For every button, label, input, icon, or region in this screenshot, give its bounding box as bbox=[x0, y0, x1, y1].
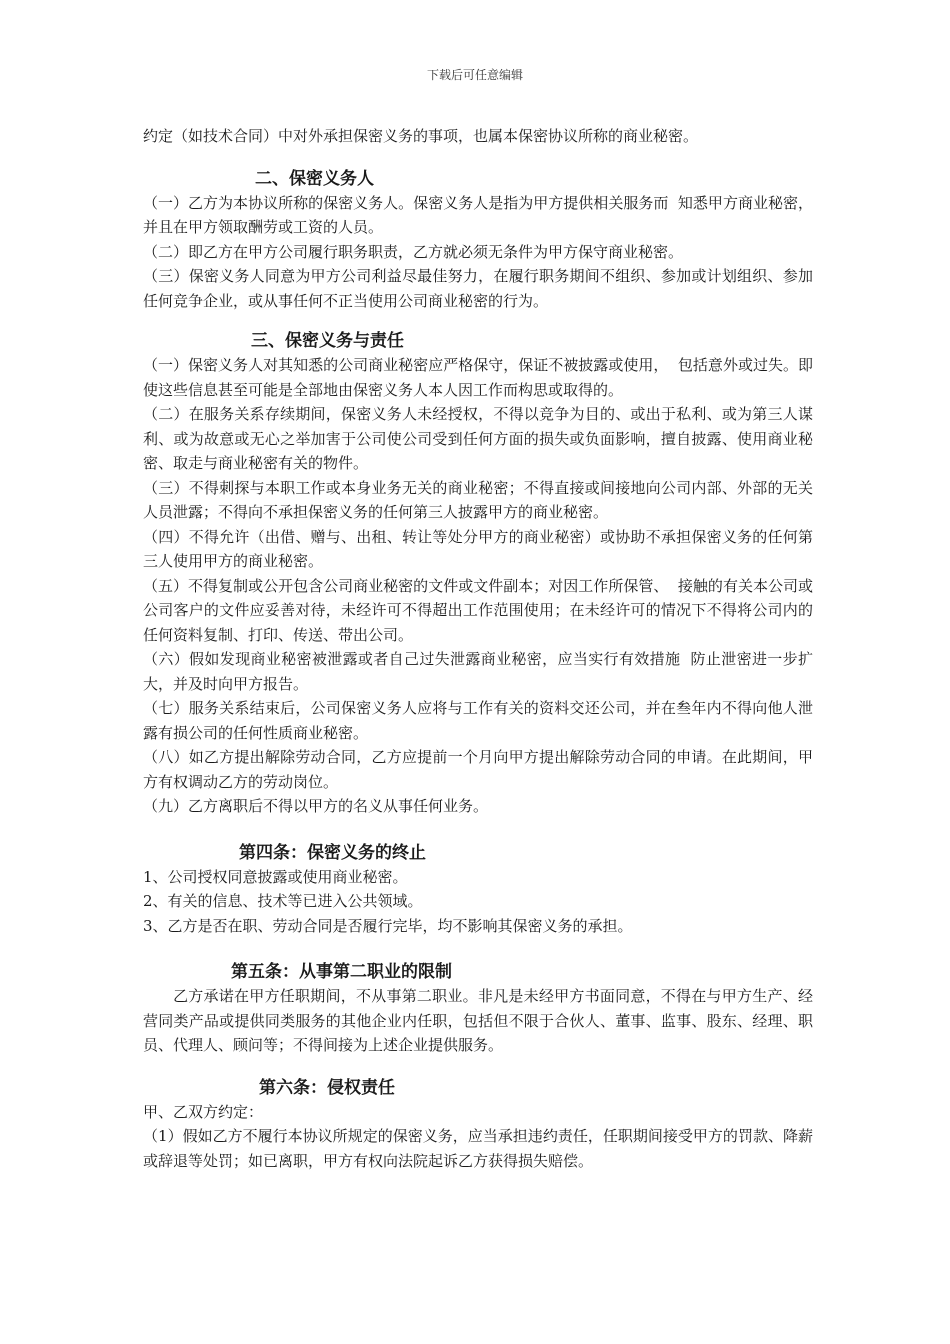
section-paragraph: （三）不得刺探与本职工作或本身业务无关的商业秘密；不得直接或间接地向公司内部、外部的无关人员泄露；不得向不承担保密义务的任何第三人披露甲方的商业秘密。 bbox=[143, 478, 813, 521]
section-paragraph: 乙方承诺在甲方任职期间，不从事第二职业。非凡是未经甲方书面同意，不得在与甲方生产、经营同类产品或提供同类服务的其他企业内任职，包括但不限于合伙人、董事、监事、股东、经理、职员、代理人、顾问等；不得间接为上述企业提供服务。 bbox=[143, 987, 813, 1054]
section-paragraph: （九）乙方离职后不得以甲方的名义从事任何业务。 bbox=[143, 797, 489, 815]
section-paragraph: （一）乙方为本协议所称的保密义务人。保密义务人是指为甲方提供相关服务而 知悉甲方商业秘密，并且在甲方领取酬劳或工资的人员。 bbox=[143, 193, 813, 236]
section-paragraph: （四）不得允许（出借、赠与、出租、转让等处分甲方的商业秘密）或协助不承担保密义务的任何第三人使用甲方的商业秘密。 bbox=[143, 527, 813, 570]
section-title: 第六条：侵权责任 bbox=[259, 1077, 395, 1098]
section-title: 第五条：从事第二职业的限制 bbox=[231, 962, 452, 982]
page-header: 下载后可任意编辑 bbox=[426, 68, 523, 82]
section-2 bbox=[143, 329, 813, 819]
section-3 bbox=[143, 841, 813, 939]
section-4 bbox=[143, 960, 813, 1058]
section-title: 三、保密义务与责任 bbox=[251, 331, 404, 351]
section-paragraph: 甲、乙双方约定： bbox=[143, 1102, 264, 1121]
section-paragraph: （八）如乙方提出解除劳动合同，乙方应提前一个月向甲方提出解除劳动合同的申请。在此期间，甲方有权调动乙方的劳动岗位。 bbox=[143, 748, 813, 791]
section-title: 第四条：保密义务的终止 bbox=[239, 842, 426, 863]
section-paragraph: （二）即乙方在甲方公司履行职务职责，乙方就必须无条件为甲方保守商业秘密。 bbox=[143, 242, 684, 261]
section-paragraph: （1）假如乙方不履行本协议所规定的保密义务，应当承担违约责任，任职期间接受甲方的罚款、降薪或辞退等处罚；如已离职，甲方有权向法院起诉乙方获得损失赔偿。 bbox=[143, 1127, 813, 1170]
section-paragraph: 2、有关的信息、技术等已进入公共领域。 bbox=[143, 892, 423, 910]
sections bbox=[143, 167, 813, 1174]
section-1 bbox=[143, 167, 813, 314]
section-paragraph: 1、公司授权同意披露或使用商业秘密。 bbox=[143, 867, 408, 886]
section-5 bbox=[143, 1076, 813, 1174]
section-paragraph: （六）假如发现商业秘密被泄露或者自己过失泄露商业秘密，应当实行有效措施 防止泄密进一步扩大，并及时向甲方报告。 bbox=[143, 650, 813, 693]
section-paragraph: （七）服务关系结束后，公司保密义务人应将与工作有关的资料交还公司，并在叁年内不得向他人泄露有损公司的任何性质商业秘密。 bbox=[143, 699, 813, 742]
section-paragraph: （二）在服务关系存续期间，保密义务人未经授权，不得以竞争为目的、或出于私利、或为第三人谋利、或为故意或无心之举加害于公司使公司受到任何方面的损失或负面影响，擅自披露、使用商业秘密、取走与商业秘密有关的物件。 bbox=[143, 405, 813, 472]
document-body bbox=[143, 124, 813, 1173]
section-title: 二、保密义务人 bbox=[255, 168, 374, 189]
section-paragraph: （五）不得复制或公开包含公司商业秘密的文件或文件副本；对因工作所保管、 接触的有关本公司或公司客户的文件应妥善对待，未经许可不得超出工作范围使用；在未经许可的情况下不得将公司内的任何资料复制、打印、传送、带出公司。 bbox=[143, 576, 813, 644]
section-paragraph: （一）保密义务人对其知悉的公司商业秘密应严格保守，保证不被披露或使用， 包括意外或过失。即使这些信息甚至可能是全部地由保密义务人本人因工作而构思或取得的。 bbox=[143, 356, 813, 399]
section-paragraph: （三）保密义务人同意为甲方公司利益尽最佳努力，在履行职务期间不组织、参加或计划组织、参加任何竞争企业，或从事任何不正当使用公司商业秘密的行为。 bbox=[143, 267, 813, 310]
intro-paragraph: 约定（如技术合同）中对外承担保密义务的事项，也属本保密协议所称的商业秘密。 bbox=[143, 127, 699, 145]
section-paragraph: 3、乙方是否在职、劳动合同是否履行完毕，均不影响其保密义务的承担。 bbox=[143, 916, 633, 935]
